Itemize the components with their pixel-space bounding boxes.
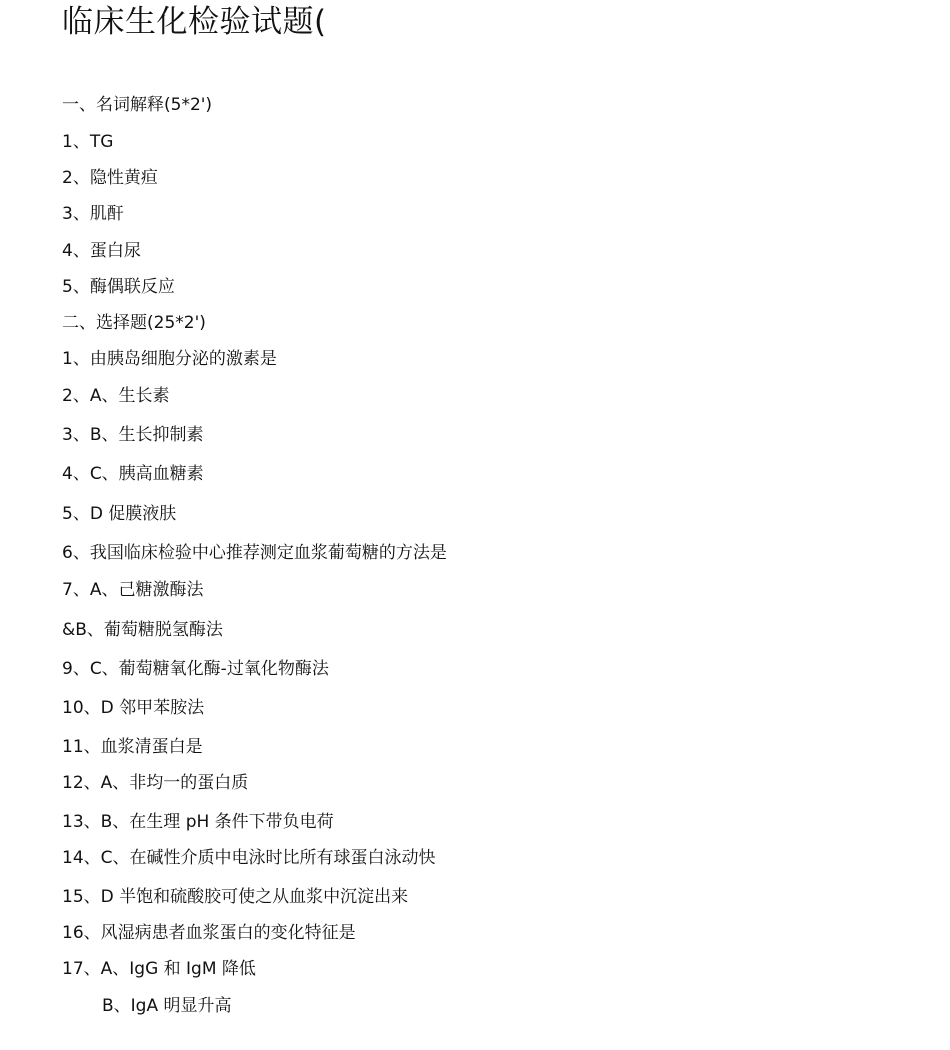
text-line: 3、肌酐	[62, 204, 124, 224]
text-line: 17、A、IgG 和 IgM 降低	[62, 959, 256, 979]
text-line: 14、C、在碱性介质中电泳时比所有球蛋白泳动快	[62, 848, 436, 868]
section-heading-definitions: 一、名词解释(5*2')	[62, 95, 213, 115]
text-line: 4、C、胰高血糖素	[62, 464, 204, 484]
text-line: 6、我国临床检验中心推荐测定血浆葡萄糖的方法是	[62, 543, 447, 563]
text-line: B、IgA 明显升高	[102, 996, 232, 1016]
text-line: 1、由胰岛细胞分泌的激素是	[62, 349, 277, 369]
text-line: 5、D 促膜液肤	[62, 504, 177, 524]
page-title: 临床生化检验试题(	[62, 4, 327, 40]
text-line: 9、C、葡萄糖氧化酶-过氧化物酶法	[62, 659, 329, 679]
text-line: 2、隐性黄疸	[62, 168, 158, 188]
text-line: &B、葡萄糖脱氢酶法	[62, 620, 223, 640]
text-line: 4、蛋白尿	[62, 241, 141, 261]
text-line: 12、A、非均一的蛋白质	[62, 773, 249, 793]
text-line: 1、TG	[62, 132, 114, 152]
text-line: 11、血浆清蛋白是	[62, 737, 203, 757]
text-line: 3、B、生长抑制素	[62, 425, 204, 445]
text-line: 16、风湿病患者血浆蛋白的变化特征是	[62, 923, 356, 943]
text-line: 7、A、己糖激酶法	[62, 580, 204, 600]
text-line: 13、B、在生理 pH 条件下带负电荷	[62, 812, 334, 832]
text-line: 15、D 半饱和硫酸胶可使之从血浆中沉淀出来	[62, 887, 409, 907]
text-line: 5、酶偶联反应	[62, 277, 175, 297]
text-line: 2、A、生长素	[62, 386, 170, 406]
section-heading-choice: 二、选择题(25*2')	[62, 313, 206, 333]
text-line: 10、D 邻甲苯胺法	[62, 698, 205, 718]
